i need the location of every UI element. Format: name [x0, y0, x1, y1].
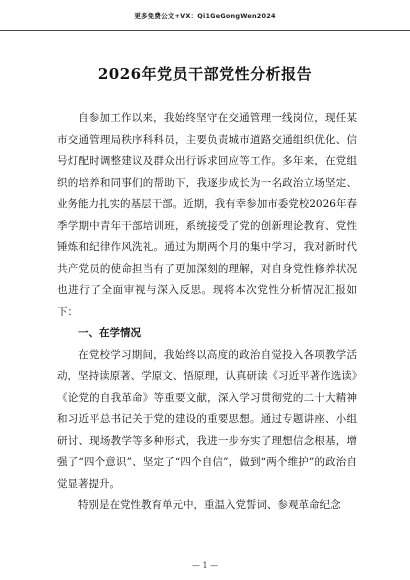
- page-header: [0, 0, 410, 31]
- study-paragraph: 在党校学习期间，我始终以高度的政治自觉投入各项教学活动，坚持读原著、学原文、悟原理，认真研读《习近平著作选读》《论党的自我革命》等重要文献，深入学习贯彻党的二十大精神和习近平总书记关于党的建设的重要思想。通过专题讲座、小组研讨、现场教学等多种形式，我进一步夯实了理想信念根基，增强了“四个意识”、坚定了“四个自信”，做到“两个维护”的政治自觉显著提升。: [57, 348, 357, 490]
- intro-paragraph: 自参加工作以来，我始终坚守在交通管理一线岗位，现任某市交通管理局秩序科科员，主要负责城市道路交通组织优化、信号灯配时调整建议及群众出行诉求回应等工作。多年来，在党组织的培养和同事们的帮助下，我逐步成长为一名政治立场坚定、业务能力扎实的基层干部。近期，我有幸参加市委党校2026年春季学期中青年干部培训班，系统接受了党的创新理论教育、党性锤炼和纪律作风洗礼。通过为期两个月的集中学习，我对新时代共产党员的使命担当有了更加深刻的理解，对自身党性修养状况也进行了全面审视与深入反思。现将本次党性分析情况汇报如下：: [57, 112, 357, 318]
- document-title: 2026年党员干部党性分析报告: [97, 65, 313, 83]
- page-number: — 1 —: [191, 561, 219, 570]
- header-watermark-text: 更多免费公文+VX：Qi1GeGongWen2024: [134, 12, 276, 20]
- document-body: [57, 108, 357, 517]
- section-heading: 一、在学情况: [78, 327, 141, 339]
- continued-paragraph: 特别是在党性教育单元中，重温入党誓词、参观革命纪念: [78, 499, 341, 511]
